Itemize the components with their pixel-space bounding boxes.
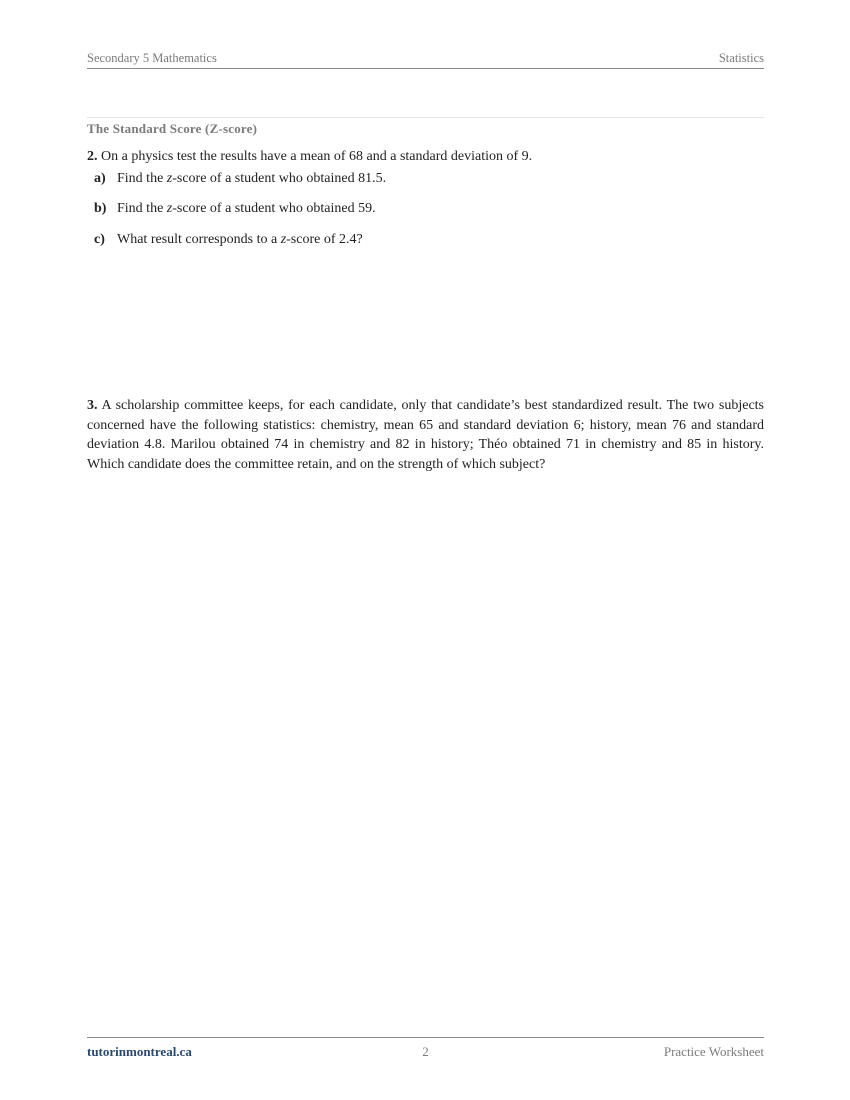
part-text: -score of a student who obtained 81.5. <box>172 171 387 186</box>
question-2-number: 2. <box>87 149 98 164</box>
part-text: -score of a student who obtained 59. <box>172 201 376 216</box>
page-number: 2 <box>422 1044 429 1059</box>
question-2-part-c <box>94 232 363 248</box>
header-topic: Statistics <box>718 51 764 65</box>
question-2-part-b <box>94 201 376 217</box>
header-course: Secondary 5 Mathematics <box>87 51 217 65</box>
footer-label: Practice Worksheet <box>663 1044 764 1059</box>
page-footer <box>87 1037 764 1064</box>
page-header <box>87 50 764 69</box>
question-2-stem: On a physics test the results have a mean of 68 and a standard deviation of 9. <box>101 149 533 164</box>
part-text: Find the <box>117 201 167 216</box>
question-3-text: A scholarship committee keeps, for each candidate, only that candidate’s best standardized result. The two subjects concerned have the following statistics: chemistry, mean 65 and standard deviation 6; history, mean 76 and standard deviation 4.8. Marilou obtained 74 in chemistry and 82 in history; Théo obtained 71 in chemistry and 85 in history. Which candidate does the committee retain, and on the strength of which subject? <box>87 398 764 472</box>
part-label: c) <box>94 232 105 247</box>
part-text: What result corresponds to a <box>117 232 281 247</box>
section-title: The Standard Score (Z-score) <box>87 121 258 136</box>
question-2 <box>87 147 764 167</box>
part-label: a) <box>94 171 106 186</box>
footer-site-link[interactable]: tutorinmontreal.ca <box>87 1044 192 1059</box>
part-label: b) <box>94 201 107 216</box>
question-3-number: 3. <box>87 398 98 413</box>
part-text: -score of 2.4? <box>286 232 363 247</box>
section-divider <box>87 117 764 118</box>
z-variable: z <box>166 201 173 216</box>
part-text: Find the <box>117 171 167 186</box>
z-variable: z <box>166 171 173 186</box>
z-variable: z <box>280 232 287 247</box>
question-3 <box>87 396 764 474</box>
question-2-part-a <box>94 171 386 187</box>
